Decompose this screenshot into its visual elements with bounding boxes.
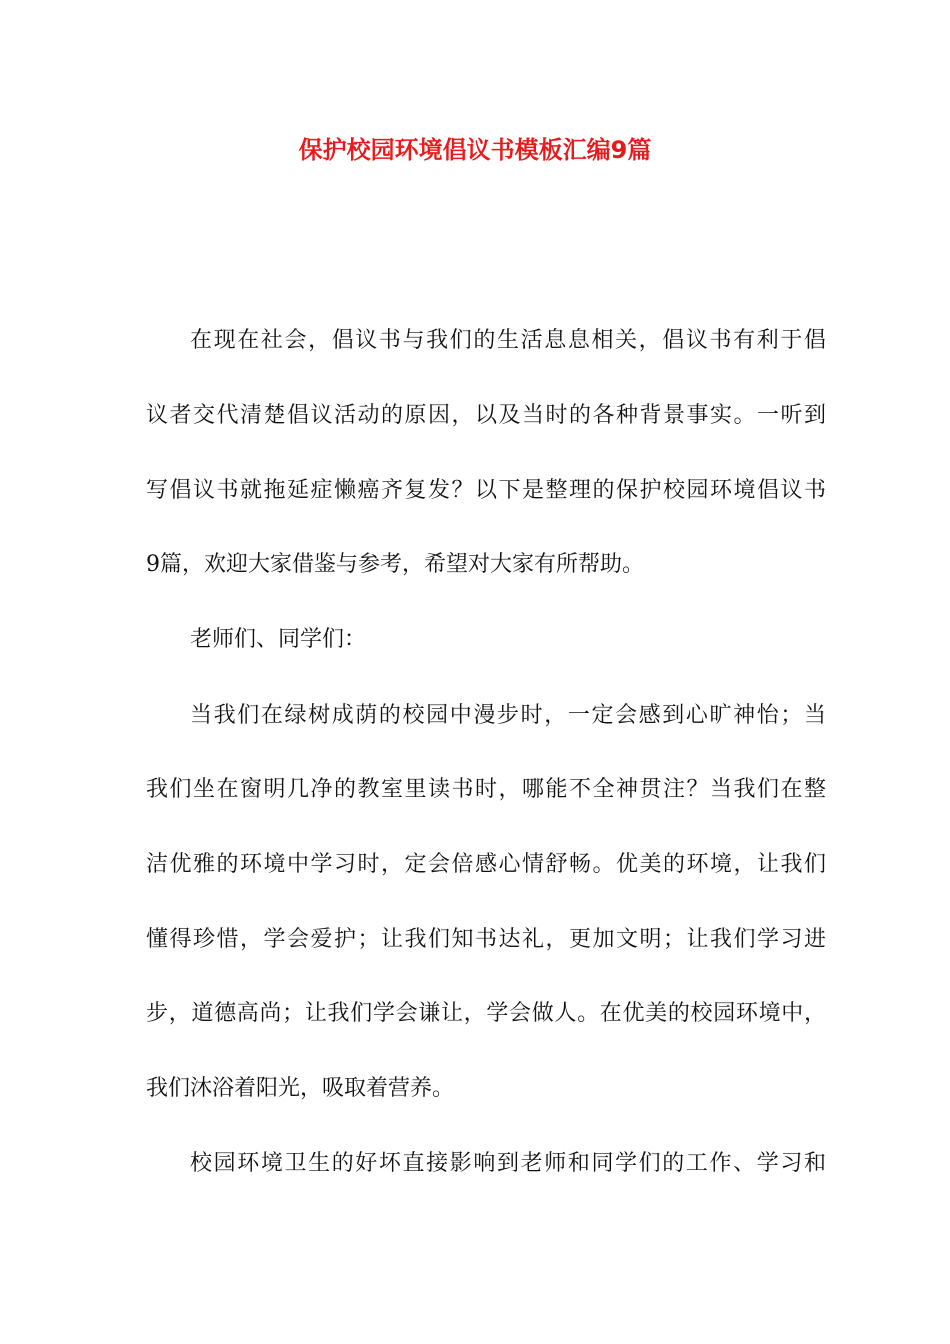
paragraph-3-line-5: 步，道德高尚；让我们学会谦让，学会做人。在优美的校园环境中， — [146, 1001, 826, 1026]
paragraph-3-line-6: 我们沐浴着阳光，吸取着营养。 — [146, 1076, 455, 1101]
paragraph-1-line-2: 议者交代清楚倡议活动的原因，以及当时的各种背景事实。一听到 — [146, 403, 826, 428]
paragraph-1-line-3: 写倡议书就拖延症懒癌齐复发？以下是整理的保护校园环境倡议书 — [146, 478, 826, 503]
paragraph-3-line-1: 当我们在绿树成荫的校园中漫步时，一定会感到心旷神怡；当 — [190, 703, 826, 728]
paragraph-3-line-2: 我们坐在窗明几净的教室里读书时，哪能不全神贯注？当我们在整 — [146, 777, 826, 802]
paragraph-4-line-1: 校园环境卫生的好坏直接影响到老师和同学们的工作、学习和 — [190, 1151, 826, 1176]
paragraph-3-line-4: 懂得珍惜，学会爱护；让我们知书达礼，更加文明；让我们学习进 — [146, 927, 826, 952]
salutation: 老师们、同学们： — [190, 627, 367, 652]
paragraph-1-line-4: 9篇，欢迎大家借鉴与参考，希望对大家有所帮助。 — [146, 552, 644, 577]
paragraph-3-line-3: 洁优雅的环境中学习时，定会倍感心情舒畅。优美的环境，让我们 — [146, 852, 826, 877]
document-title: 保护校园环境倡议书模板汇编9篇 — [298, 136, 652, 164]
paragraph-1-line-1: 在现在社会，倡议书与我们的生活息息相关，倡议书有利于倡 — [190, 328, 826, 353]
